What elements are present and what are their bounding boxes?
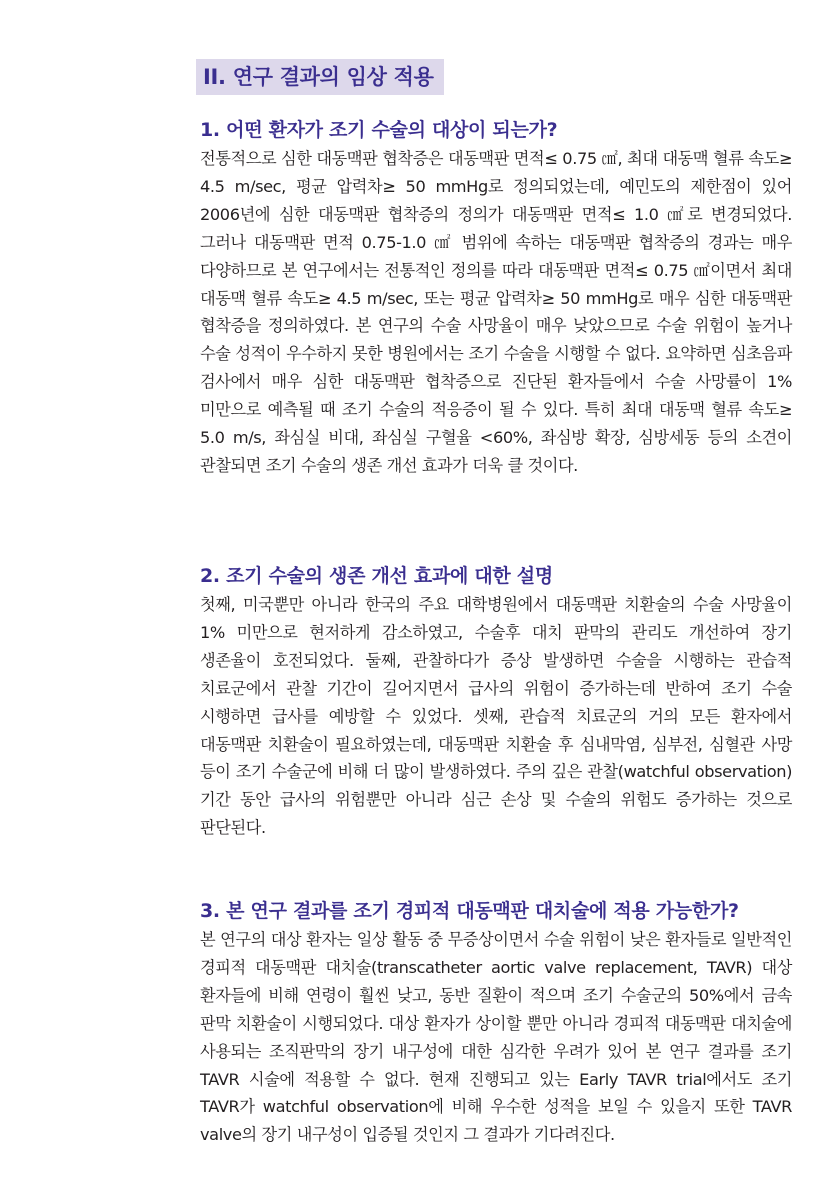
- subsection-paragraph-2: 첫째, 미국뿐만 아니라 한국의 주요 대학병원에서 대동맥판 치환술의 수술 사망율이 1% 미만으로 현저하게 감소하였고, 수술후 대치 판막의 관리도 개선하여 장기 생존율이 호전되었다. 둘째, 관찰하다가 증상 발생하면 수술을 시행하는 관습적 치료군에서 관찰 기간이 길어지면서 급사의 위험이 증가하는데 반하여 조기 수술 시행하면 급사를 예방할 수 있었다. 셋째, 관습적 치료군의 거의 모든 환자에서 대동맥판 치환술이 필요하였는데, 대동맥판 치환술 후 심내막염, 심부전, 심혈관 사망 등이 조기 수술군에 비해 더 많이 발생하였다. 주의 깊은 관찰(watchful observation) 기간 동안 급사의 위험뿐만 아니라 심근 손상 및 수술의 위험도 증가하는 것으로 판단된다.: [200, 595, 792, 838]
- section-title: II. 연구 결과의 임상 적용: [196, 59, 444, 95]
- subsection-paragraph-1: 전통적으로 심한 대동맥판 협착증은 대동맥판 면적≤ 0.75 ㎠, 최대 대동맥 혈류 속도≥ 4.5 m/sec, 평균 압력차≥ 50 mmHg로 정의되었는데, 예민도의 제한점이 있어 2006년에 심한 대동맥판 협착증의 정의가 대동맥판 면적≤ 1.0 ㎠로 변경되었다. 그러나 대동맥판 면적 0.75-1.0 ㎠ 범위에 속하는 대동맥판 협착증의 경과는 매우 다양하므로 본 연구에서는 전통적인 정의를 따라 대동맥판 면적≤ 0.75 ㎠이면서 최대 대동맥 혈류 속도≥ 4.5 m/sec, 또는 평균 압력차≥ 50 mmHg로 매우 심한 대동맥판 협착증을 정의하였다. 본 연구의 수술 사망율이 매우 낮았으므로 수술 위험이 높거나 수술 성적이 우수하지 못한 병원에서는 조기 수술을 시행할 수 없다. 요약하면 심초음파 검사에서 매우 심한 대동맥판 협착증으로 진단된 환자들에서 수술 사망률이 1% 미만으로 예측될 때 조기 수술의 적응증이 될 수 있다. 특히 최대 대동맥 혈류 속도≥ 5.0 m/s, 좌심실 비대, 좌심실 구혈율 <60%, 좌심방 확장, 심방세동 등의 소견이 관찰되면 조기 수술의 생존 개선 효과가 더욱 클 것이다.: [200, 149, 792, 475]
- subsection-heading-3: 3. 본 연구 결과를 조기 경피적 대동맥판 대치술에 적용 가능한가?: [200, 900, 739, 922]
- subsection-heading-1: 1. 어떤 환자가 조기 수술의 대상이 되는가?: [200, 119, 558, 141]
- subsection-2: [200, 562, 792, 842]
- subsection-1: [200, 116, 792, 480]
- subsection-paragraph-3: 본 연구의 대상 환자는 일상 활동 중 무증상이면서 수술 위험이 낮은 환자들로 일반적인 경피적 대동맥판 대치술(transcatheter aortic valve replacement, TAVR) 대상 환자들에 비해 연령이 훨씬 낮고, 동반 질환이 적으며 조기 수술군의 50%에서 금속 판막 치환술이 시행되었다. 대상 환자가 상이할 뿐만 아니라 경피적 대동맥판 대치술에 사용되는 조직판막의 장기 내구성에 대한 심각한 우려가 있어 본 연구 결과를 조기 TAVR 시술에 적용할 수 없다. 현재 진행되고 있는 Early TAVR trial에서도 조기 TAVR가 watchful observation에 비해 우수한 성적을 보일 수 있을지 또한 TAVR valve의 장기 내구성이 입증될 것인지 그 결과가 기다려진다.: [200, 930, 792, 1145]
- subsection-heading-2: 2. 조기 수술의 생존 개선 효과에 대한 설명: [200, 565, 553, 587]
- subsection-3: [200, 897, 792, 1149]
